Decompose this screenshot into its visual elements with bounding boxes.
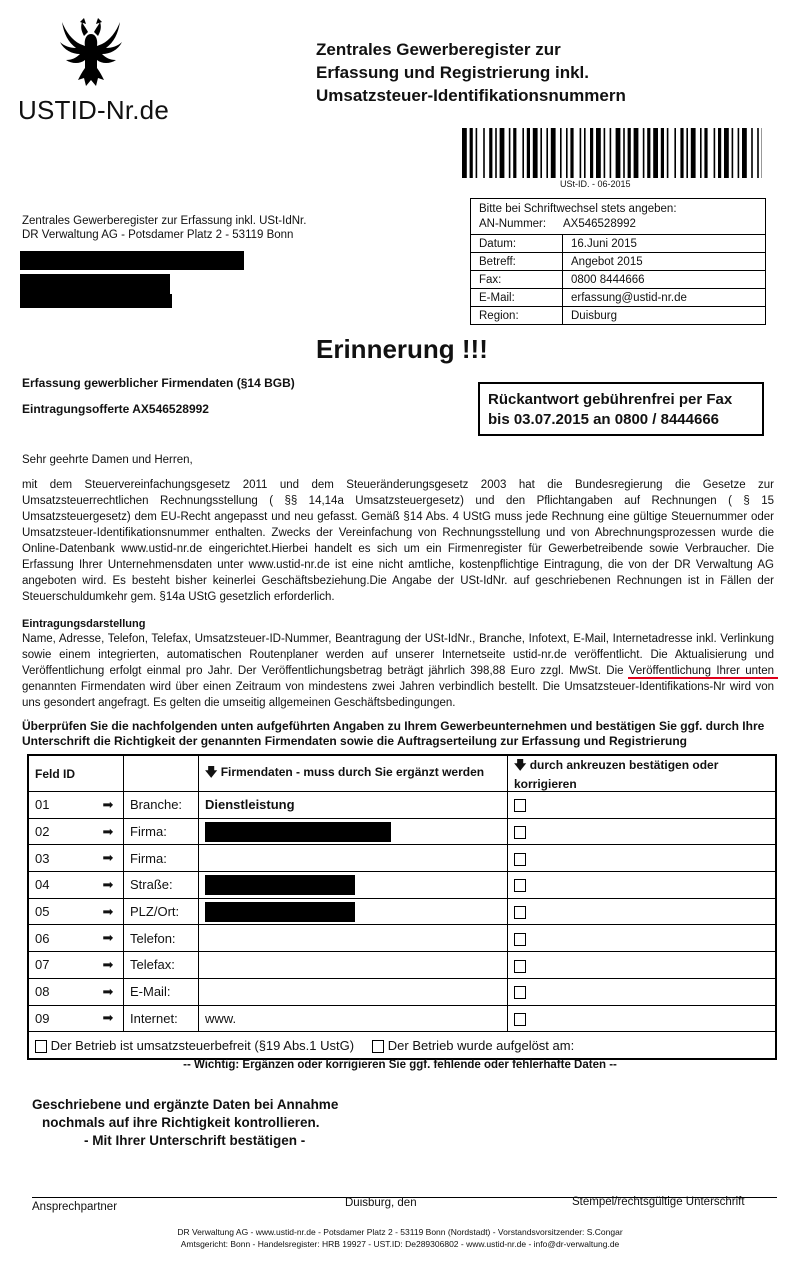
form-field-input[interactable] [199, 978, 508, 1005]
barcode-bar [718, 128, 721, 178]
field-label: PLZ/Ort: [124, 898, 199, 925]
vat-exempt-checkbox[interactable] [35, 1040, 47, 1053]
right-arrow-icon: ➡ [93, 978, 124, 1005]
subtitle-offer-number: Eintragungsofferte AX546528992 [22, 402, 209, 416]
company-footer [0, 1226, 800, 1250]
reference-key: Fax: [471, 271, 563, 289]
barcode-bar [560, 128, 562, 178]
barcode-bar [495, 128, 497, 178]
field-id: 05 [29, 898, 94, 925]
barcode-bar [742, 128, 747, 178]
barcode-bar [704, 128, 707, 178]
confirm-cell [508, 872, 776, 899]
page-title: Erinnerung !!! [316, 334, 488, 364]
confirm-cell [508, 1005, 776, 1032]
down-arrow-icon: 🡇 [205, 765, 218, 779]
right-arrow-icon: ➡ [93, 845, 124, 872]
barcode-bar [628, 128, 631, 178]
barcode-bar [570, 128, 573, 178]
barcode-bar [661, 128, 664, 178]
footer-line-2: Amtsgericht: Bonn - Handelsregister: HRB 19927 - UST.ID: De289306802 - www.ustid-nr.de - info@dr-verwaltung.de [180, 1239, 620, 1249]
barcode-bar [700, 128, 702, 178]
reference-row [471, 289, 765, 307]
barcode-bar [522, 128, 524, 178]
confirm-checkbox[interactable] [514, 933, 526, 946]
barcode-bar [527, 128, 530, 178]
barcode-bar [738, 128, 740, 178]
form-field-input[interactable] [199, 1005, 508, 1032]
barcode-bar [596, 128, 601, 178]
body-paragraph-entry: Name, Adresse, Telefon, Telefax, Umsatzsteuer-ID-Nummer, Beantragung der USt-IdNr., Branche, Infotext, E-Mail, Internetadresse inkl. Verlinkung sowie einem integrierten, automatischen Routenplaner werden auf unserer Internetseite ustid-nr.de veröffentlicht. Die Aktualisierung und Veröffentlichung erfolgt einmal pro Jahr. Der Veröffentlichungsbetrag beträgt jährlich 398,88 Euro zzgl. MwSt. Die Veröffentlichung Ihrer unten genannten Firmendaten wird über einen Zeitraum von mindestens zwei Jahren verbindlich bestellt. Die Umsatzsteuer-Identifikations-Nr wird von uns gesondert angefragt. Es gelten die umseitig allgemeinen Geschäftsbedingungen. [22, 633, 774, 709]
eagle-logo-icon [58, 14, 124, 88]
barcode-bar [691, 128, 696, 178]
form-field-input[interactable] [199, 925, 508, 952]
business-dissolved-checkbox[interactable] [372, 1040, 384, 1053]
form-row [29, 952, 776, 979]
signature-stamp-label: Stempel/rechtsgültige Unterschrift [572, 1196, 745, 1208]
header-line-2: Erfassung und Registrierung inkl. [316, 63, 589, 82]
reference-key: Region: [471, 307, 563, 325]
barcode-bar [616, 128, 621, 178]
confirm-cell [508, 818, 776, 845]
barcode-bar [509, 128, 511, 178]
business-dissolved-label: Der Betrieb wurde aufgelöst am: [387, 1037, 575, 1053]
form-field-input[interactable] [199, 845, 508, 872]
field-id: 07 [29, 952, 94, 979]
form-row [29, 792, 776, 819]
confirm-checkbox[interactable] [514, 879, 526, 892]
reference-row [471, 271, 765, 289]
barcode-bar [653, 128, 658, 178]
form-row [29, 898, 776, 925]
closing-note [32, 1096, 338, 1150]
reference-key: Betreff: [471, 253, 563, 271]
confirm-checkbox[interactable] [514, 799, 526, 812]
closing-line-1: Geschriebene und ergänzte Daten bei Annahme [32, 1097, 339, 1112]
barcode-bar [462, 128, 467, 178]
important-hint: -- Wichtig: Ergänzen oder korrigieren Sie ggf. fehlende oder fehlerhafte Daten -- [183, 1059, 617, 1071]
field-label: Internet: [124, 1005, 199, 1032]
barcode-bar [674, 128, 676, 178]
field-label: Firma: [124, 845, 199, 872]
form-field-input[interactable] [199, 898, 508, 925]
form-field-input[interactable] [199, 792, 508, 819]
reference-value: 16.Juni 2015 [563, 235, 766, 253]
form-row [29, 1005, 776, 1032]
right-arrow-icon: ➡ [93, 898, 124, 925]
barcode-bar [647, 128, 650, 178]
form-field-input[interactable] [199, 952, 508, 979]
form-field-value: Dienstleistung [205, 797, 295, 813]
column-header-id: Feld ID [29, 756, 124, 792]
field-id: 02 [29, 818, 94, 845]
right-arrow-icon: ➡ [93, 818, 124, 845]
an-number-value: AX546528992 [563, 218, 636, 230]
signature-place-label: Duisburg, den [345, 1197, 417, 1209]
field-label: Branche: [124, 792, 199, 819]
barcode-bar [686, 128, 688, 178]
reference-value: Duisburg [563, 307, 766, 325]
sender-address [22, 214, 306, 242]
barcode-bar [732, 128, 734, 178]
reference-key: E-Mail: [471, 289, 563, 307]
sender-line-2: DR Verwaltung AG - Potsdamer Platz 2 - 53119 Bonn [22, 229, 294, 241]
field-label: E-Mail: [124, 978, 199, 1005]
barcode-bar [533, 128, 538, 178]
reference-row [471, 253, 765, 271]
barcode-bar [476, 128, 478, 178]
field-id: 03 [29, 845, 94, 872]
document-header [316, 38, 626, 107]
barcode-label: USt-ID. - 06-2015 [560, 179, 631, 189]
form-field-value: www. [205, 1010, 237, 1026]
reference-table [471, 234, 765, 324]
form-field-input[interactable] [199, 818, 508, 845]
field-label: Telefax: [124, 952, 199, 979]
form-row [29, 872, 776, 899]
barcode-bar [623, 128, 625, 178]
barcode-bar [751, 128, 753, 178]
field-id: 06 [29, 925, 94, 952]
reference-value: 0800 8444666 [563, 271, 766, 289]
confirm-cell [508, 952, 776, 979]
reference-key: Datum: [471, 235, 563, 253]
form-row [29, 978, 776, 1005]
barcode-bar [551, 128, 556, 178]
fax-reply-line-1: Rückantwort gebührenfrei per Fax [488, 391, 733, 408]
barcode-bar [634, 128, 639, 178]
brand-name: USTID-Nr.de [18, 95, 170, 125]
form-options-row [29, 1032, 776, 1059]
confirm-cell [508, 978, 776, 1005]
check-instructions: Überprüfen Sie die nachfolgenden unten aufgeführten Angaben zu Ihrem Gewerbeunternehmen und bestätigen Sie ggf. durch Ihre Unterschrift die Richtigkeit der genannten Firmendaten sowie die Auftragserteilung zur Erfassung und Registrierung [22, 719, 765, 748]
barcode-bar [610, 128, 612, 178]
confirm-cell [508, 898, 776, 925]
barcode-bar [483, 128, 485, 178]
field-id: 08 [29, 978, 94, 1005]
column-header-confirm: 🡇 durch ankreuzen bestätigen oder korrigieren [508, 756, 776, 792]
section-title-entry: Eintragungsdarstellung [22, 618, 146, 630]
form-row [29, 925, 776, 952]
footer-line-1: DR Verwaltung AG - www.ustid-nr.de - Potsdamer Platz 2 - 53119 Bonn (Nordstadt) - Vorstandsvorsitzender: S.Congar [177, 1227, 623, 1237]
form-field-input[interactable] [199, 872, 508, 899]
confirm-cell [508, 925, 776, 952]
confirm-checkbox[interactable] [514, 986, 526, 999]
redacted-value [205, 875, 355, 895]
barcode-bar [470, 128, 473, 178]
barcode-bar [680, 128, 683, 178]
barcode-bar [584, 128, 586, 178]
header-line-3: Umsatzsteuer-Identifikationsnummern [316, 86, 626, 105]
barcode-bar [724, 128, 729, 178]
reference-info-box [470, 198, 766, 325]
barcode [462, 128, 762, 178]
right-arrow-icon: ➡ [93, 925, 124, 952]
an-number-label: AN-Nummer: [479, 218, 547, 230]
barcode-bar [540, 128, 542, 178]
reference-note-header [471, 199, 765, 234]
signature-contact-label: Ansprechpartner [32, 1201, 118, 1213]
barcode-bar [566, 128, 568, 178]
closing-line-2: nochmals auf ihre Richtigkeit kontrollieren. [42, 1115, 320, 1130]
reference-value: Angebot 2015 [563, 253, 766, 271]
subtitle-registration: Erfassung gewerblicher Firmendaten (§14 BGB) [22, 376, 295, 390]
barcode-bar [489, 128, 492, 178]
field-label: Firma: [124, 818, 199, 845]
barcode-bar [500, 128, 505, 178]
company-data-form [27, 754, 777, 1060]
barcode-bar [667, 128, 669, 178]
barcode-bar [590, 128, 593, 178]
confirm-checkbox[interactable] [514, 1013, 526, 1026]
barcode-bar [714, 128, 716, 178]
right-arrow-icon: ➡ [93, 952, 124, 979]
body-paragraph-legal: mit dem Steuervereinfachungsgesetz 2011 und dem Steueränderungsgesetz 2003 hat die Bundesregierung die Gesetze zur Umsatzsteuerrechtlichen Rechnungsstellung ( §§ 14,14a Umsatzsteuergesetz) und den Pflichtangaben auf Rechnungen ( § 15 Umsatzsteuergesetz) dem EU-Recht angepasst und neu gefasst. Gemäß §14 Abs. 4 UStG muss jede Rechnung eine gültige Steuernummer oder Umsatzsteuer-Identifikationsnummer enthalten. Zwecks der Vereinfachung von Rechnungsstellung und von Abrechnungsprozessen wurde die Online-Datenbank www.ustid-nr.de eingerichtet.Hierbei handelt es sich um ein Firmenregister für Gewerbetreibende sowie Verbraucher. Die Erfassung Ihrer Unternehmensdaten unter www.ustid-nr.de ist eine nicht amtliche, kostenpflichtige Eintragung, die von der DR Verwaltung AG angeboten wird. Es besteht bisher keinerlei Geschäftsbeziehung.Die Angabe der USt-IdNr. auf geschriebenen Rechnungen ist in Fällen der Steuerschuldumkehr gem. §14a UStG gesetzlich erforderlich. [22, 479, 774, 603]
right-arrow-icon: ➡ [93, 1005, 124, 1032]
fax-reply-line-2: bis 03.07.2015 an 0800 / 8444666 [488, 411, 720, 428]
redacted-value [205, 822, 391, 842]
column-header-data: 🡇 Firmendaten - muss durch Sie ergänzt werden [199, 756, 508, 792]
confirm-checkbox[interactable] [514, 826, 526, 839]
price-highlight-underline [628, 677, 778, 679]
redacted-recipient-name [20, 251, 244, 270]
salutation: Sehr geehrte Damen und Herren, [22, 454, 193, 466]
fax-reply-box [478, 382, 764, 436]
reference-row [471, 235, 765, 253]
closing-line-3: - Mit Ihrer Unterschrift bestätigen - [84, 1133, 306, 1148]
down-arrow-icon: 🡇 [514, 758, 527, 772]
barcode-bar [580, 128, 582, 178]
field-id: 09 [29, 1005, 94, 1032]
sender-line-1: Zentrales Gewerberegister zur Erfassung inkl. USt-IdNr. [22, 215, 307, 227]
barcode-bar [513, 128, 516, 178]
field-id: 04 [29, 872, 94, 899]
barcode-bar [604, 128, 606, 178]
barcode-bar [546, 128, 548, 178]
confirm-checkbox[interactable] [514, 960, 526, 973]
reference-row [471, 307, 765, 325]
form-row [29, 845, 776, 872]
reference-note: Bitte bei Schriftwechsel stets angeben: [479, 203, 677, 215]
confirm-checkbox[interactable] [514, 853, 526, 866]
barcode-bar [643, 128, 645, 178]
form-row [29, 818, 776, 845]
header-line-1: Zentrales Gewerberegister zur [316, 40, 561, 59]
field-label: Straße: [124, 872, 199, 899]
barcode-bar [757, 128, 759, 178]
field-label: Telefon: [124, 925, 199, 952]
confirm-cell [508, 792, 776, 819]
redacted-recipient-street [20, 274, 170, 294]
redacted-recipient-city [20, 294, 172, 308]
field-id: 01 [29, 792, 94, 819]
vat-exempt-label: Der Betrieb ist umsatzsteuerbefreit (§19 Abs.1 UstG) [50, 1037, 355, 1053]
redacted-value [205, 902, 355, 922]
confirm-cell [508, 845, 776, 872]
right-arrow-icon: ➡ [93, 872, 124, 899]
reference-value: erfassung@ustid-nr.de [563, 289, 766, 307]
confirm-checkbox[interactable] [514, 906, 526, 919]
right-arrow-icon: ➡ [93, 792, 124, 819]
